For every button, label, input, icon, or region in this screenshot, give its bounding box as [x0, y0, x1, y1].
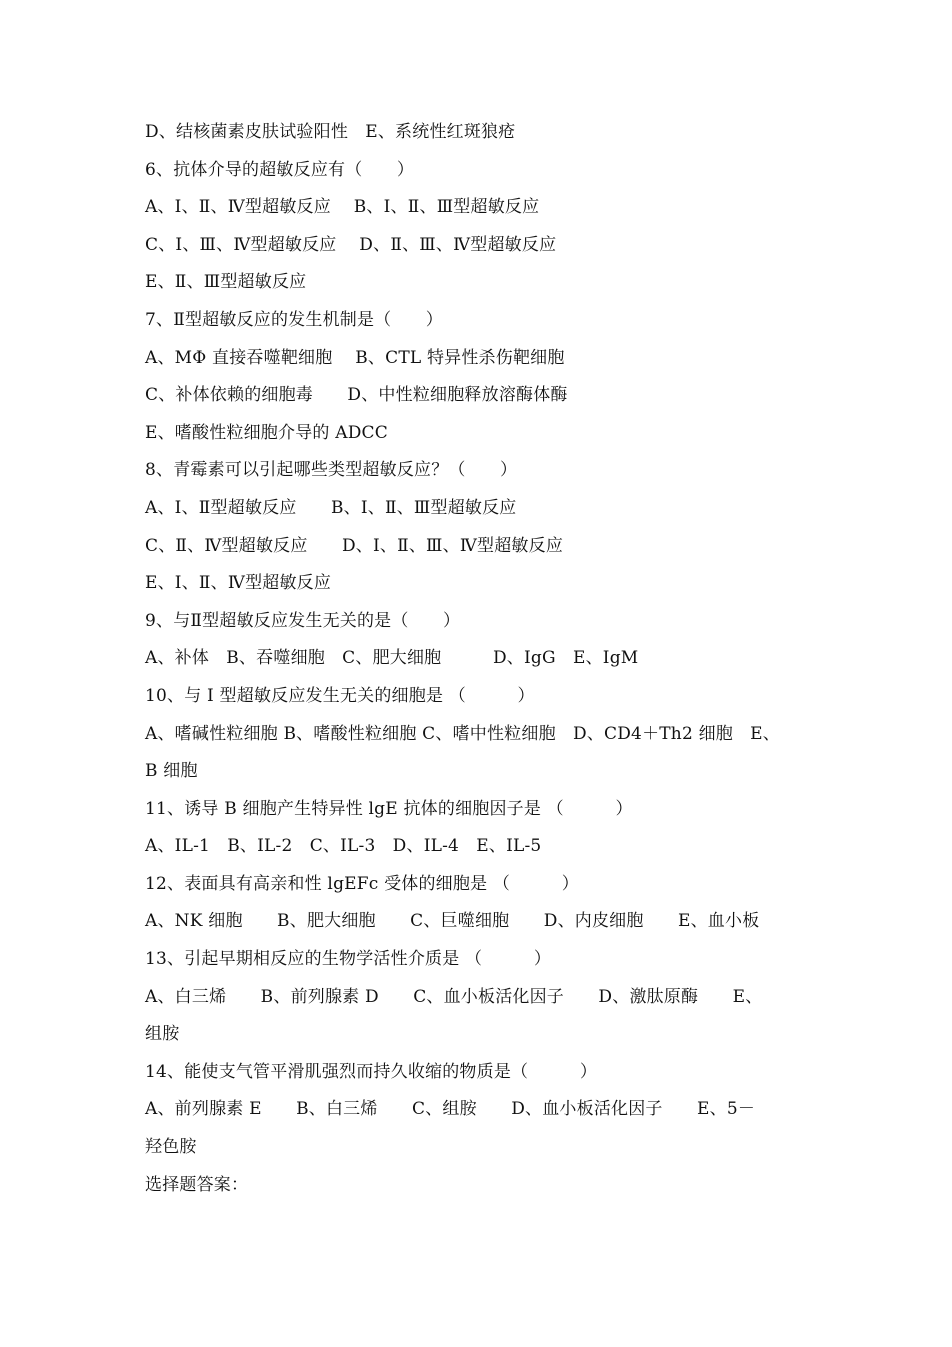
option-line: C、补体依赖的细胞毒 D、中性粒细胞释放溶酶体酶 — [145, 385, 568, 406]
option-line: A、Ⅰ、Ⅱ型超敏反应 B、Ⅰ、Ⅱ、Ⅲ型超敏反应 — [145, 497, 517, 518]
question-7: 7、Ⅱ型超敏反应的发生机制是（ ） — [145, 309, 443, 330]
option-line: E、Ⅱ、Ⅲ型超敏反应 — [145, 272, 307, 293]
question-6: 6、抗体介导的超敏反应有（ ） — [145, 159, 415, 180]
option-line-continued: 羟色胺 — [145, 1137, 197, 1158]
option-line: A、NK 细胞 B、肥大细胞 C、巨噬细胞 D、内皮细胞 E、血小板 — [145, 911, 760, 932]
option-line: A、IL-1 B、IL-2 C、IL-3 D、IL-4 E、IL-5 — [145, 836, 542, 857]
question-10: 10、与 I 型超敏反应发生无关的细胞是 （ ） — [145, 685, 535, 706]
option-line: E、Ⅰ、Ⅱ、Ⅳ型超敏反应 — [145, 573, 332, 594]
option-line: C、Ⅰ、Ⅲ、Ⅳ型超敏反应 D、Ⅱ、Ⅲ、Ⅳ型超敏反应 — [145, 234, 557, 255]
question-14: 14、能使支气管平滑肌强烈而持久收缩的物质是（ ） — [145, 1061, 598, 1082]
option-line: A、补体 B、吞噬细胞 C、肥大细胞 D、IgG E、IgM — [145, 648, 639, 669]
question-13: 13、引起早期相反应的生物学活性介质是 （ ） — [145, 949, 552, 970]
option-line: A、MΦ 直接吞噬靶细胞 B、CTL 特异性杀伤靶细胞 — [145, 347, 565, 368]
option-line: A、前列腺素 E B、白三烯 C、组胺 D、血小板活化因子 E、5－ — [145, 1099, 756, 1120]
option-line: D、结核菌素皮肤试验阳性 E、系统性红斑狼疮 — [145, 122, 516, 142]
option-line: C、Ⅱ、Ⅳ型超敏反应 D、Ⅰ、Ⅱ、Ⅲ、Ⅳ型超敏反应 — [145, 535, 564, 556]
question-8: 8、青霉素可以引起哪些类型超敏反应？（ ） — [145, 460, 518, 481]
question-9: 9、与Ⅱ型超敏反应发生无关的是（ ） — [145, 610, 461, 631]
question-11: 11、诱导 B 细胞产生特异性 lgE 抗体的细胞因子是 （ ） — [145, 798, 633, 819]
option-line: A、嗜碱性粒细胞 B、嗜酸性粒细胞 C、嗜中性粒细胞 D、CD4＋Th2 细胞 E、 — [145, 723, 780, 744]
option-line-continued: 组胺 — [145, 1024, 180, 1045]
answers-heading: 选择题答案： — [145, 1174, 249, 1195]
question-list — [145, 114, 817, 1204]
option-line: A、Ⅰ、Ⅱ、Ⅳ型超敏反应 B、Ⅰ、Ⅱ、Ⅲ型超敏反应 — [145, 197, 540, 218]
option-line: E、嗜酸性粒细胞介导的 ADCC — [145, 422, 388, 443]
question-12: 12、表面具有高亲和性 lgEFc 受体的细胞是 （ ） — [145, 873, 579, 894]
option-line-continued: B 细胞 — [145, 761, 198, 782]
option-line: A、白三烯 B、前列腺素 D C、血小板活化因子 D、激肽原酶 E、 — [145, 986, 763, 1007]
